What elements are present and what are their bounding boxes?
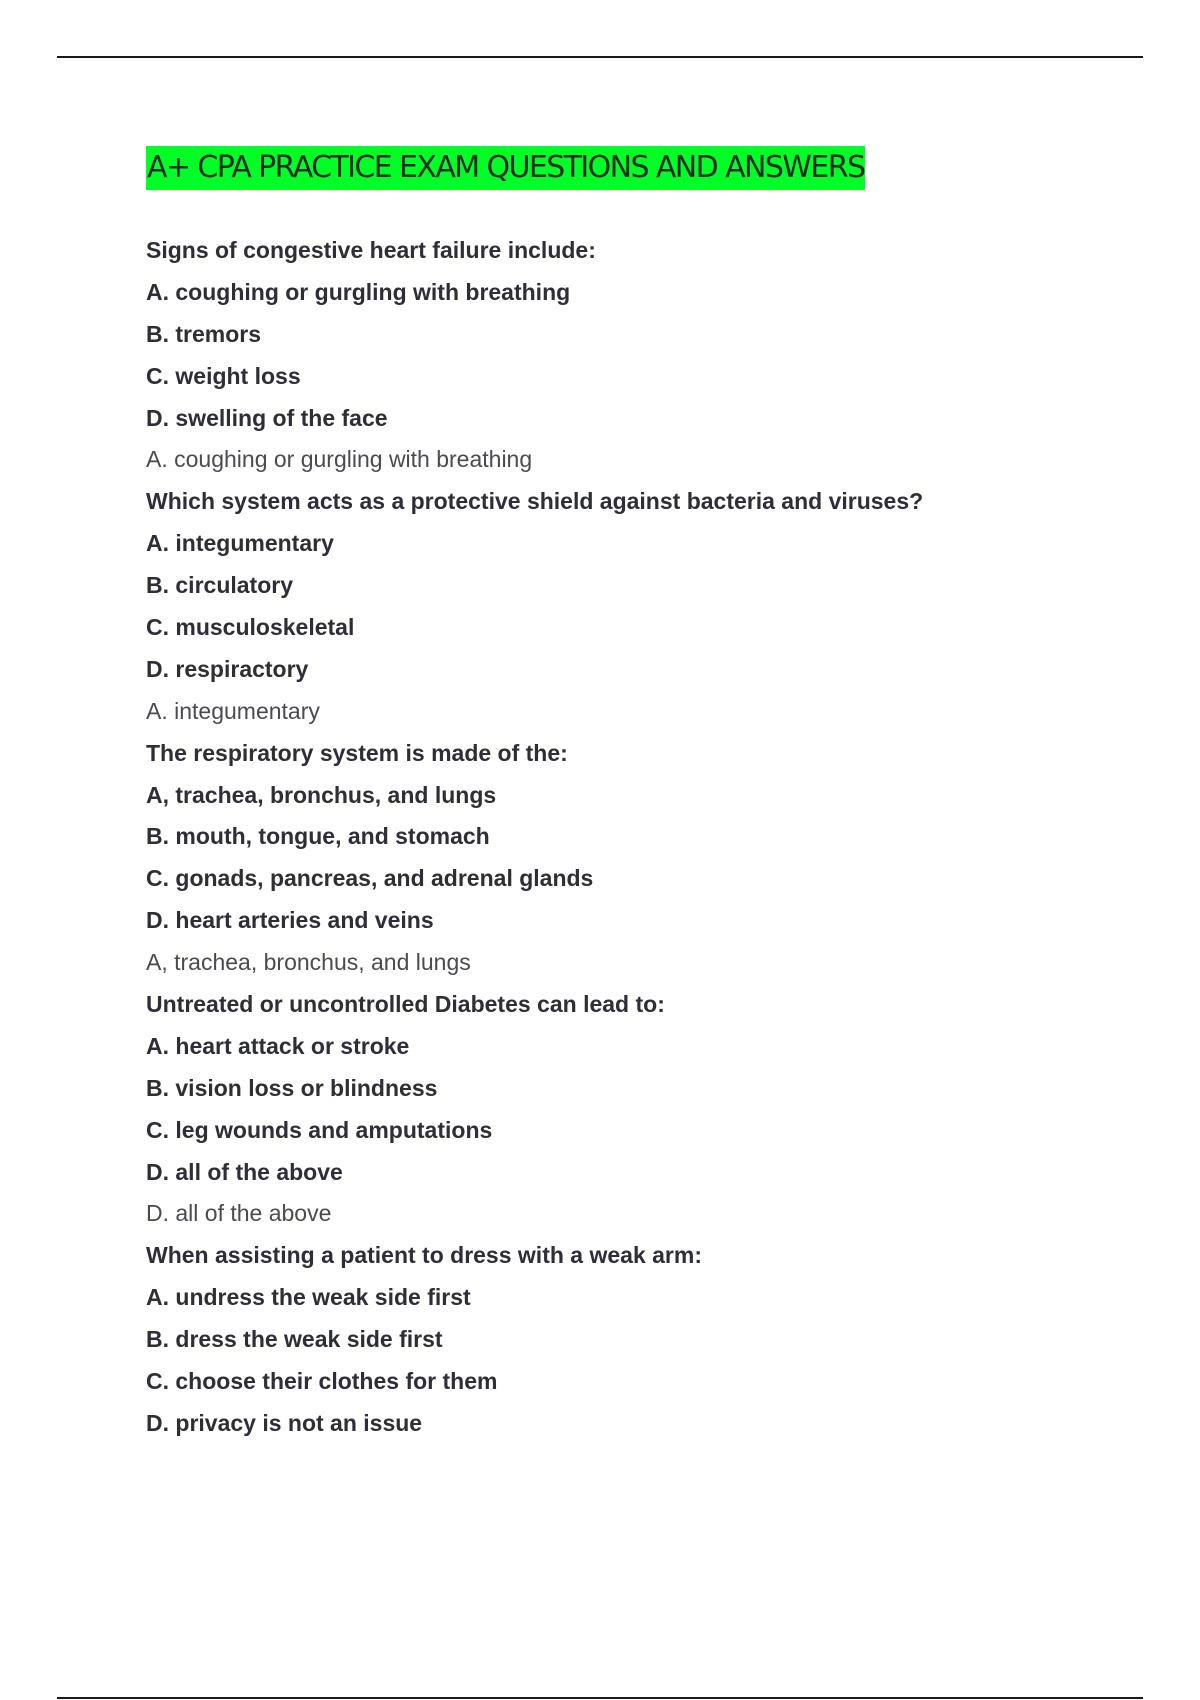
question-list [146,230,1146,1445]
answer-option: C. gonads, pancreas, and adrenal glands [146,865,594,892]
correct-answer: A. integumentary [146,697,320,724]
answer-option: A, trachea, bronchus, and lungs [146,781,497,808]
question-text: Untreated or uncontrolled Diabetes can lead to: [146,991,665,1018]
question-text: When assisting a patient to dress with a weak arm: [146,1242,702,1269]
answer-option: C. weight loss [146,362,301,389]
answer-option: A. integumentary [146,530,334,557]
question-text: Signs of congestive heart failure include: [146,237,596,263]
answer-option: B. vision loss or blindness [146,1074,438,1101]
footer-rule [57,1697,1143,1699]
document-title: A+ CPA PRACTICE EXAM QUESTIONS AND ANSWERS [146,146,865,190]
answer-option: D. privacy is not an issue [146,1409,423,1436]
correct-answer: A. coughing or gurgling with breathing [146,446,533,473]
question-text: The respiratory system is made of the: [146,739,568,766]
answer-option: D. swelling of the face [146,404,388,431]
correct-answer: A, trachea, bronchus, and lungs [146,949,471,976]
answer-option: D. heart arteries and veins [146,907,434,934]
question-text: Which system acts as a protective shield against bacteria and viruses? [146,488,924,515]
answer-option: A. undress the weak side first [146,1284,471,1311]
answer-option: B. circulatory [146,572,293,599]
answer-option: B. tremors [146,320,262,347]
answer-option: C. leg wounds and amputations [146,1116,493,1143]
answer-option: A. coughing or gurgling with breathing [146,278,571,305]
answer-option: C. choose their clothes for them [146,1368,498,1395]
correct-answer: D. all of the above [146,1200,332,1227]
answer-option: D. all of the above [146,1158,343,1185]
answer-option: B. dress the weak side first [146,1326,443,1353]
answer-option: B. mouth, tongue, and stomach [146,823,490,850]
answer-option: D. respiractory [146,655,309,682]
answer-option: A. heart attack or stroke [146,1032,410,1059]
header-rule [57,56,1143,58]
answer-option: C. musculoskeletal [146,614,355,641]
